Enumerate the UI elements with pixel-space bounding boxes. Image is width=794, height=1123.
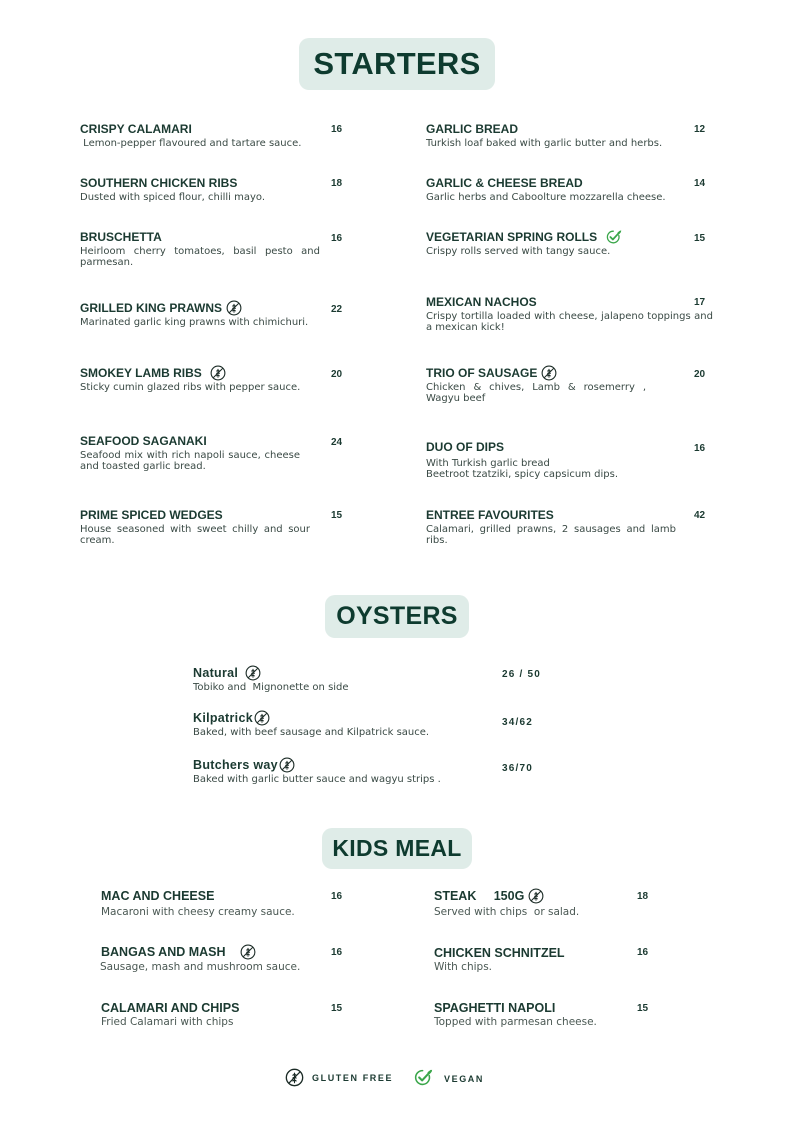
gluten-free-icon-graphic [210,365,226,381]
menu-item [434,1000,634,1028]
gluten-free-icon [285,1068,304,1087]
starters-heading [0,38,794,90]
menu-item [426,121,706,149]
vegan-icon-graphic [606,229,622,245]
item-name: SEAFOOD SAGANAKI [80,434,207,448]
item-price: 42 [694,510,706,521]
item-name: MAC AND CHEESE [101,889,215,903]
legend-gluten-free [285,1068,393,1087]
item-description: Calamari, grilled prawns, 2 sausages and lamb ribs. [426,524,676,546]
oysters-heading [0,595,794,638]
item-description: Tobiko and Mignonette on side [193,682,349,693]
item-name: ENTREE FAVOURITES [426,508,554,522]
item-price: 18 [331,178,343,189]
item-name: PRIME SPICED WEDGES [80,508,223,522]
item-price: 15 [694,233,706,244]
item-name: GARLIC & CHEESE BREAD [426,176,583,190]
item-description: Heirloom cherry tomatoes, basil pesto and parmesan. [80,246,320,268]
menu-item [101,944,331,973]
menu-item [426,229,706,257]
menu-item [80,507,310,546]
item-price: 36/70 [502,763,534,774]
gluten-free-icon [210,365,226,381]
item-price: 18 [637,891,649,902]
menu-item [101,1000,321,1028]
vegan-icon [606,229,622,245]
item-description: With chips. [434,961,492,973]
gluten-free-icon-graphic [240,944,256,960]
item-name: Kilpatrick [193,711,253,725]
menu-item [193,757,493,785]
gluten-free-icon-graphic [528,888,544,904]
gluten-free-icon [528,888,544,904]
item-name: DUO OF DIPS [426,440,505,454]
item-name: BRUSCHETTA [80,230,162,244]
item-price: 16 [331,947,343,958]
legend-vegan [414,1068,484,1090]
oysters-title: OYSTERS [325,595,469,638]
item-price: 24 [331,437,343,448]
item-description: Turkish loaf baked with garlic butter and herbs. [426,138,663,149]
item-name: GARLIC BREAD [426,122,518,136]
item-description: Baked, with beef sausage and Kilpatrick sauce. [193,727,430,738]
item-description: Dusted with spiced flour, chilli mayo. [80,192,266,203]
gluten-free-icon-graphic [285,1068,304,1087]
menu-item [434,888,634,918]
item-name: MEXICAN NACHOS [426,295,537,309]
menu-item [80,300,320,328]
item-price: 20 [331,369,343,380]
item-description: Topped with parmesan cheese. [434,1016,597,1028]
menu-item [193,710,493,738]
menu-item [434,945,634,973]
item-price: 34/62 [502,717,534,728]
gluten-free-icon-graphic [245,665,261,681]
gluten-free-icon-graphic [541,365,557,381]
item-description: Crispy rolls served with tangy sauce. [426,246,611,257]
item-description: Served with chips or salad. [434,906,580,918]
menu-item [193,665,493,693]
item-description: House seasoned with sweet chilly and sour cream. [80,524,310,546]
gluten-free-icon-graphic [226,300,242,316]
item-name: SMOKEY LAMB RIBS [80,366,202,380]
kids-meal-title: KIDS MEAL [322,828,471,869]
item-description: Chicken & chives, Lamb & rosemerry , Wagyu beef [426,382,646,404]
item-name: SPAGHETTI NAPOLI [434,1001,556,1015]
item-description: Seafood mix with rich napoli sauce, cheese and toasted garlic bread. [80,450,300,472]
gluten-free-icon-graphic [279,757,295,773]
item-description: Crispy tortilla loaded with cheese, jalapeno toppings and a mexican kick! [426,311,713,333]
menu-item [80,175,320,203]
menu-item [80,433,300,472]
menu-item [101,888,321,918]
item-name: GRILLED KING PRAWNS [80,301,223,315]
item-name: Natural [193,666,239,680]
item-price: 15 [331,510,343,521]
item-price: 12 [694,124,706,135]
starters-title: STARTERS [299,38,494,90]
menu-item [426,365,646,404]
item-price: 15 [331,1003,343,1014]
gluten-free-icon [245,665,261,681]
item-description: With Turkish garlic bread Beetroot tzatziki, spicy capsicum dips. [426,458,618,480]
item-name: BANGAS AND MASH [101,945,226,959]
item-price: 16 [331,124,343,135]
item-price: 22 [331,304,343,315]
vegan-icon-graphic [414,1068,433,1087]
menu-item [426,439,686,480]
item-name: Butchers way [193,758,278,772]
gluten-free-icon [541,365,557,381]
kids-meal-heading [0,828,794,869]
item-price: 16 [331,891,343,902]
menu-item [80,229,320,268]
item-price: 16 [331,233,343,244]
item-description: Macaroni with cheesy creamy sauce. [101,906,295,918]
item-description: Sausage, mash and mushroom sauce. [100,961,301,973]
menu-item [426,507,676,546]
legend-vegan-label: VEGAN [444,1074,485,1084]
gluten-free-icon [226,300,242,316]
item-price: 26 / 50 [502,669,541,680]
item-description: Fried Calamari with chips [101,1016,234,1028]
item-name: CALAMARI AND CHIPS [101,1001,240,1015]
item-description: Lemon-pepper flavoured and tartare sauce. [80,138,302,149]
item-price: 15 [637,1003,649,1014]
item-name: SOUTHERN CHICKEN RIBS [80,176,238,190]
legend-gluten-free-label: GLUTEN FREE [312,1072,394,1083]
item-price: 14 [694,178,706,189]
item-price: 16 [637,947,649,958]
gluten-free-icon [240,944,256,960]
item-price: 16 [694,443,706,454]
menu-item [80,365,320,393]
item-description: Garlic herbs and Caboolture mozzarella cheese. [426,192,666,203]
item-description: Sticky cumin glazed ribs with pepper sauce. [80,382,301,393]
item-name: TRIO OF SAUSAGE [426,366,538,380]
vegan-icon [414,1068,436,1090]
item-description: Baked with garlic butter sauce and wagyu strips . [193,774,441,785]
item-name: STEAK 150G [434,889,525,903]
item-price: 17 [694,297,706,308]
menu-item [426,175,706,203]
gluten-free-icon [279,757,295,773]
item-description: Marinated garlic king prawns with chimichuri. [80,317,309,328]
gluten-free-icon [254,710,270,726]
item-name: CHICKEN SCHNITZEL [434,946,565,960]
menu-item [426,294,713,333]
item-name: CRISPY CALAMARI [80,122,192,136]
item-name: VEGETARIAN SPRING ROLLS [426,230,598,244]
menu-item [80,121,320,149]
item-price: 20 [694,369,706,380]
gluten-free-icon-graphic [254,710,270,726]
